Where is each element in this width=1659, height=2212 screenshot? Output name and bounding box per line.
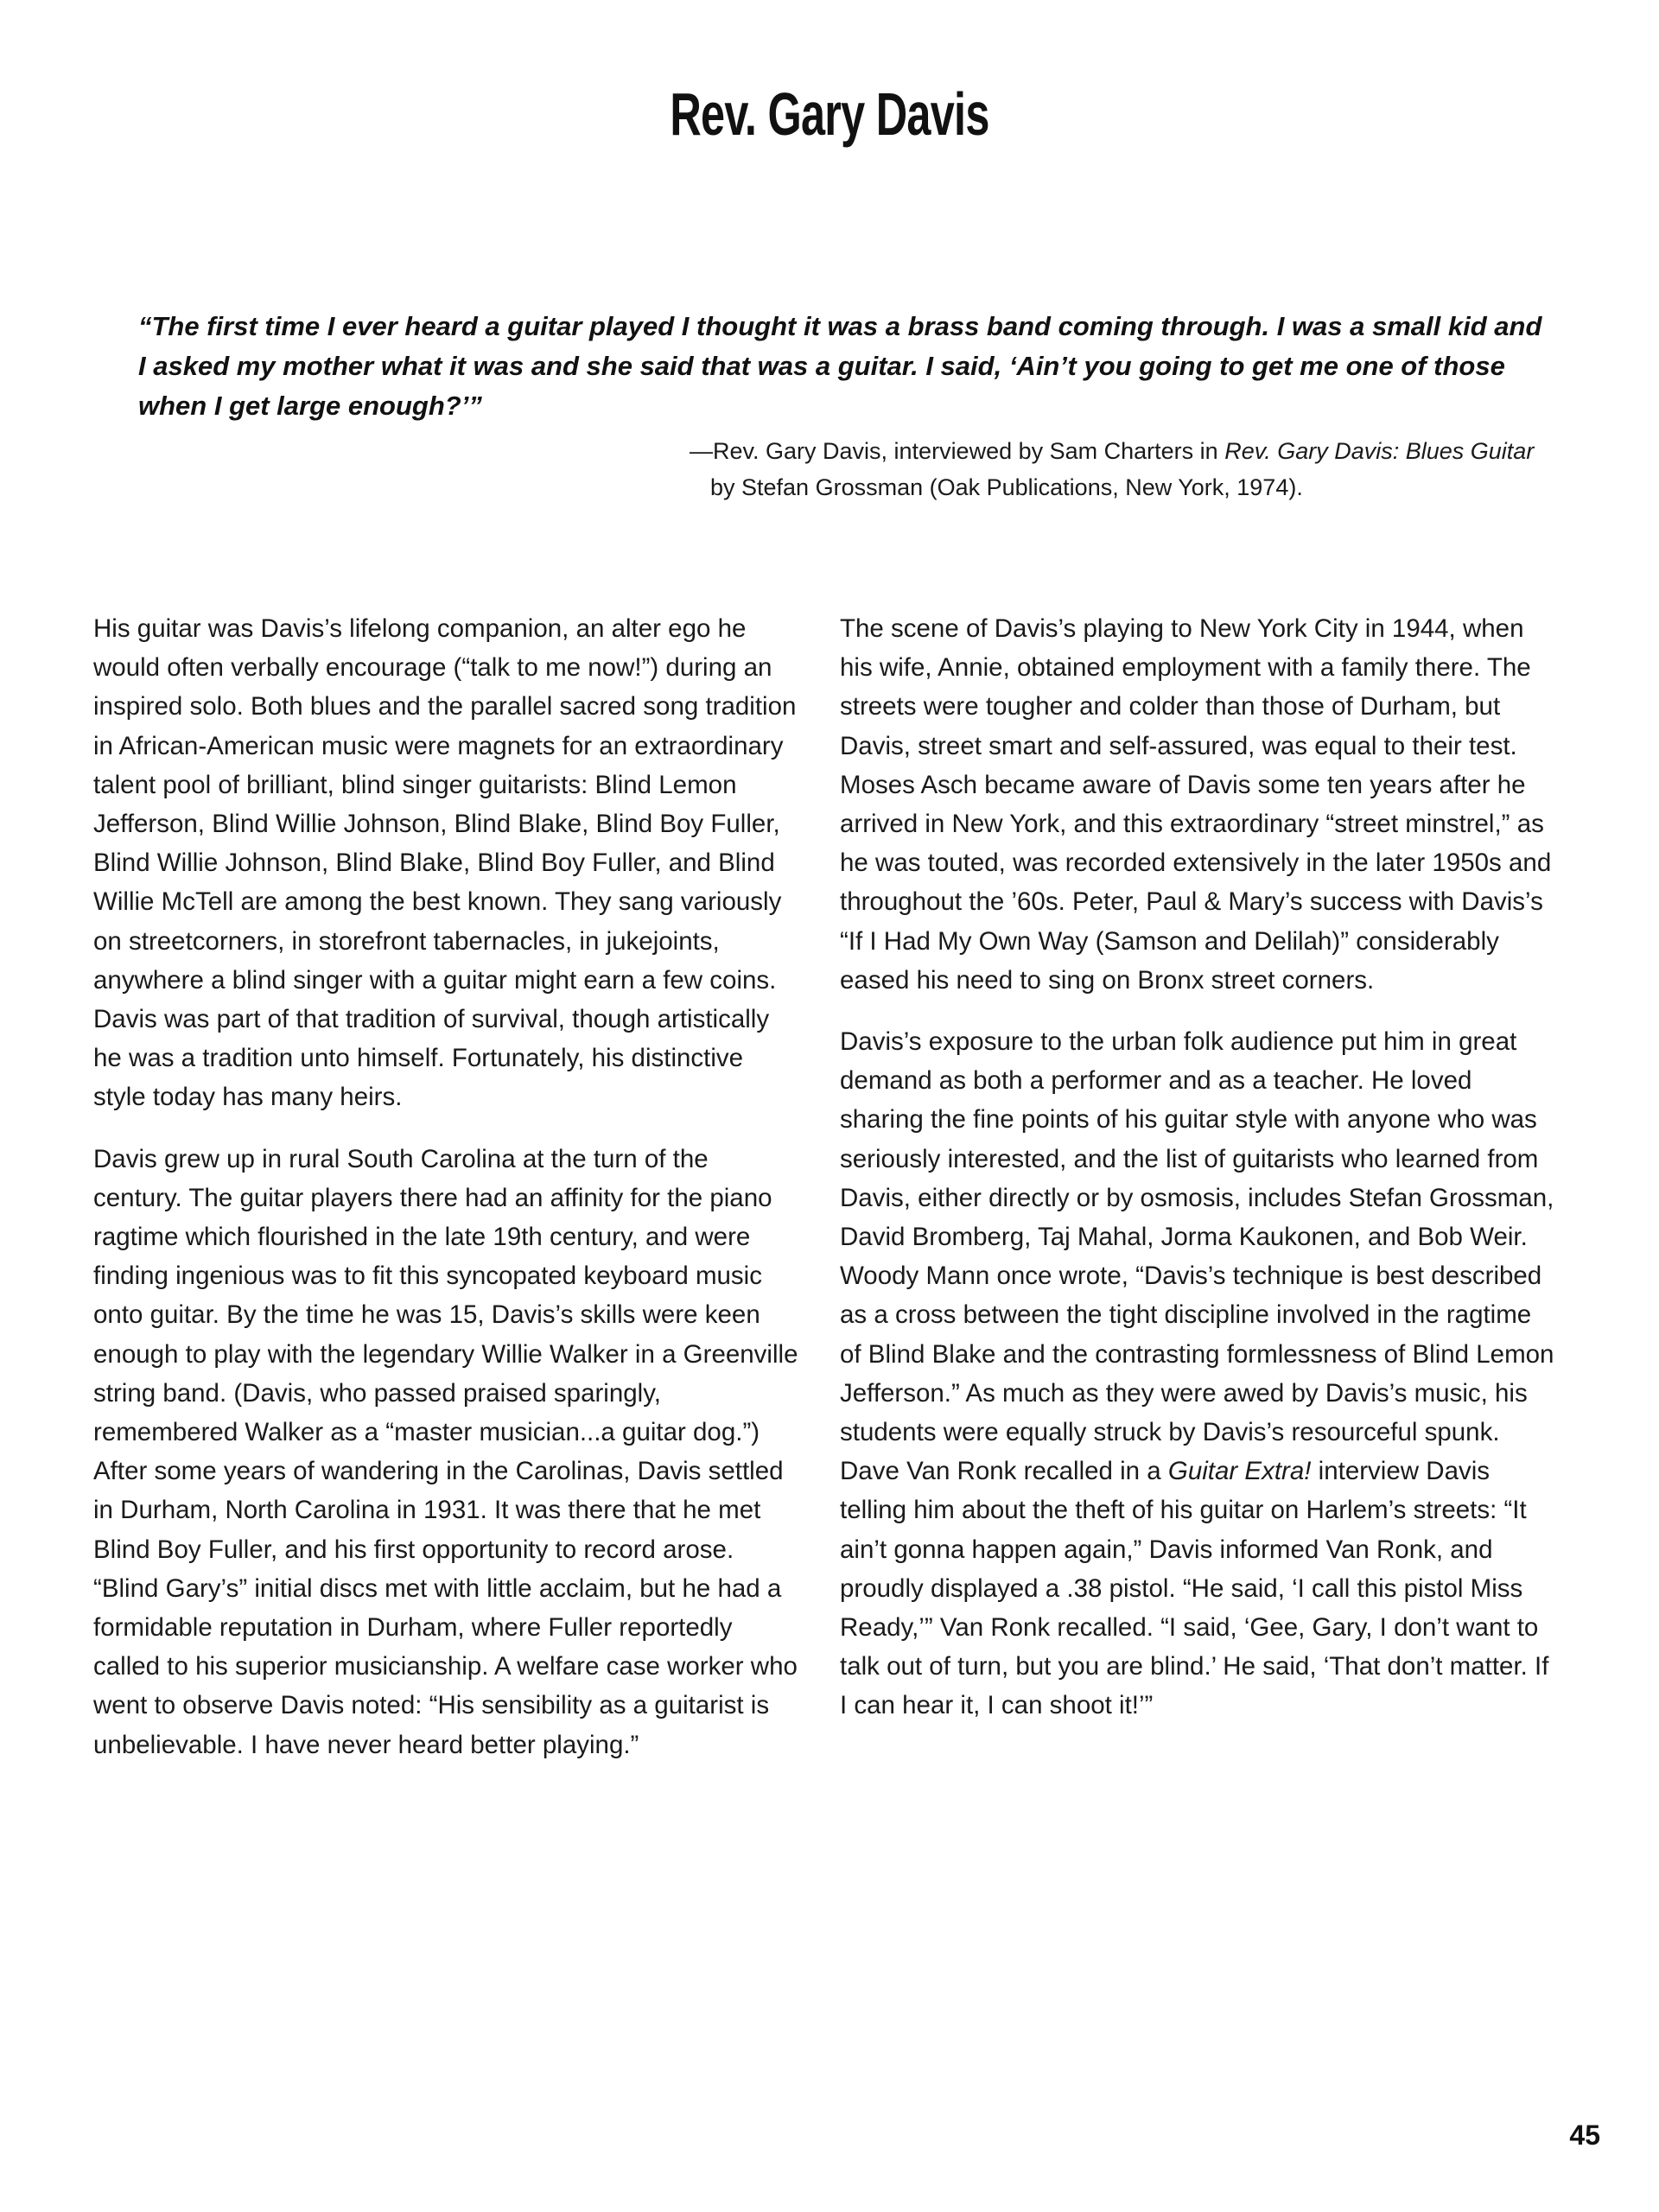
epigraph-quote: “The first time I ever heard a guitar played I thought it was a brass band coming through. I was a small kid and I asked my mother what it was and she said that was a guitar. I said, ‘Ain’t you going to get me one of those when I get large enough?’” bbox=[138, 311, 1542, 421]
right-column bbox=[840, 609, 1557, 1748]
magazine-title: Guitar Extra! bbox=[1167, 1457, 1312, 1486]
paragraph-text: Davis’s exposure to the urban folk audience put him in great demand as both a performer and as a teacher. He loved sharing the fine points of his guitar style with anyone who was seriously interested, and the list of guitarists who learned from Davis, either directly or by osmosis, includes Stefan Grossman, David Bromberg, Taj Mahal, Jorma Kaukonen, and Bob Weir. Woody Mann once wrote, “Davis’s technique is best described as a cross between the tight discipline involved in the ragtime of Blind Blake and the contrasting formlessness of Blind Lemon Jefferson.” As much as they were awed by Davis’s music, his students were equally struck by Davis’s resourceful spunk. Dave Van Ronk recalled in a bbox=[840, 1027, 1554, 1486]
body-paragraph: The scene of Davis’s playing to New York City in 1944, when his wife, Annie, obtained employment with a family there. The streets were tougher and colder than those of Durham, but Davis, street smart and self-assured, was equal to their test. Moses Asch became aware of Davis some ten years after he arrived in New York, and this extraordinary “street minstrel,” as he was touted, was recorded extensively in the later 1950s and throughout the ’60s. Peter, Paul & Mary’s success with Davis’s “If I Had My Own Way (Samson and Delilah)” considerably eased his need to sing on Bronx street corners. bbox=[840, 614, 1552, 995]
body-paragraph bbox=[840, 1022, 1557, 1726]
page-title: Rev. Gary Davis bbox=[670, 80, 989, 148]
attribution-publisher: by Stefan Grossman (Oak Publications, New York, 1974). bbox=[710, 474, 1303, 500]
attribution-book-title: Rev. Gary Davis: Blues Guitar bbox=[1224, 438, 1535, 464]
page-number: 45 bbox=[1569, 2120, 1600, 2151]
left-column bbox=[93, 609, 802, 1787]
body-paragraph: Davis grew up in rural South Carolina at the turn of the century. The guitar players there had an affinity for the piano ragtime which flourished in the late 19th century, and were finding ingenious was to fit this syncopated keyboard music onto guitar. By the time he was 15, Davis’s skills were keen enough to play with the legendary Willie Walker in a Greenville string band. (Davis, who passed praised sparingly, remembered Walker as a “master musician...a guitar dog.”) After some years of wandering in the Carolinas, Davis settled in Durham, North Carolina in 1931. It was there that he met Blind Boy Fuller, and his first opportunity to record arose. “Blind Gary’s” initial discs met with little acclaim, but he had a formidable reputation in Durham, where Fuller reportedly called to his superior musicianship. A welfare case worker who went to observe Davis noted: “His sensibility as a guitarist is unbelievable. I have never heard better playing.” bbox=[93, 1144, 798, 1759]
epigraph-attribution bbox=[138, 433, 1547, 505]
epigraph bbox=[138, 307, 1547, 505]
paragraph-text: interview Davis telling him about the theft of his guitar on Harlem’s streets: “It ain’t gonna happen again,” Davis informed Van Ronk, and proudly displayed a .38 pistol. “He said, ‘I call this pistol Miss Ready,’” Van Ronk recalled. “I said, ‘Gee, Gary, I don’t want to talk out of turn, but you are blind.’ He said, ‘That don’t matter. If I can hear it, I can shoot it!’” bbox=[840, 1457, 1549, 1720]
body-paragraph: His guitar was Davis’s lifelong companion, an alter ego he would often verbally encourage (“talk to me now!”) during an inspired solo. Both blues and the parallel sacred song tradition in African-American music were magnets for an extraordinary talent pool of brilliant, blind singer guitarists: Blind Lemon Jefferson, Blind Willie Johnson, Blind Blake, Blind Boy Fuller, Blind Willie Johnson, Blind Blake, Blind Boy Fuller, and Blind Willie McTell are among the best known. They sang variously on streetcorners, in storefront tabernacles, in jukejoints, anywhere a blind singer with a guitar might earn a few coins. Davis was part of that tradition of survival, though artistically he was a tradition unto himself. Fortunately, his distinctive style today has many heirs. bbox=[93, 614, 797, 1112]
attribution-prefix: —Rev. Gary Davis, interviewed by Sam Charters in bbox=[690, 438, 1225, 464]
